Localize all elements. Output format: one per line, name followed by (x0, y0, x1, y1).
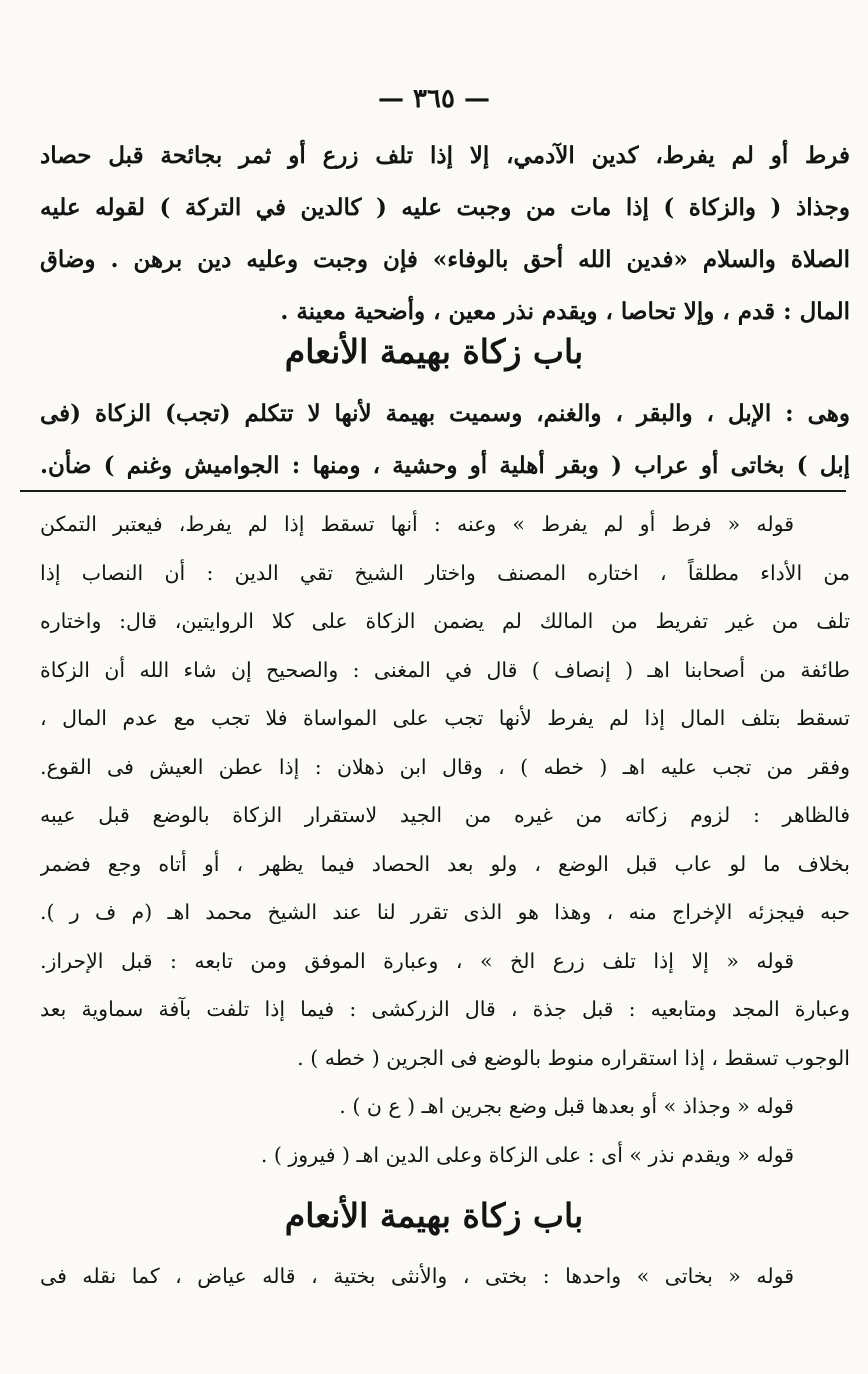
commentary-line: طائفة من أصحابنا اهـ ( إنصاف ) قال في المغنى : والصحيح إن شاء الله أن الزكاة (40, 657, 850, 682)
main-text-line: وهى : الإبل ، والبقر ، والغنم، وسميت بهيمة لأنها لا تتكلم (تجب) الزكاة (فى (40, 400, 850, 427)
chapter-heading: باب زكاة بهيمة الأنعام (284, 332, 584, 371)
commentary-block (40, 500, 850, 1179)
main-text-block (40, 130, 850, 338)
main-text-line: إبل ) بخاتى أو عراب ( وبقر أهلية أو وحشية ، ومنها : الجواميش وغنم ) ضأن. (40, 452, 850, 479)
commentary-line: تلف من غير تفريط من المالك لم يضمن الزكاة على كلا الروايتين، قال: واختاره (40, 609, 850, 633)
commentary-line: تسقط بتلف المال إذا لم يفرط لأنها تجب على المواساة فلا تجب مع عدم المال ، (40, 706, 850, 730)
page-number: — ٣٦٥ — (377, 84, 491, 114)
commentary-line: الوجوب تسقط ، إذا استقراره منوط بالوضع فى الجرين ( خطه ) . (297, 1045, 850, 1070)
main-text-block-2 (40, 388, 850, 492)
commentary-line: وعبارة المجد ومتابعيه : قبل جذة ، قال الزركشى : فيما إذا تلفت بآفة سماوية بعد (40, 997, 850, 1021)
commentary-block-2 (40, 1252, 850, 1301)
main-text-line: المال : قدم ، وإلا تحاصا ، ويقدم نذر معين ، وأضحية معينة . (280, 298, 850, 325)
chapter-heading-repeat: باب زكاة بهيمة الأنعام (284, 1196, 584, 1235)
commentary-line: بخلاف ما لو عاب قبل الوضع ، ولو بعد الحصاد فيما يظهر ، أو أتاه وجع فضمر (40, 851, 850, 876)
main-text-line: الصلاة والسلام «فدين الله أحق بالوفاء» فإن وجبت وعليه دين برهن . وضاق (40, 246, 850, 273)
commentary-line: حبه فيجزئه الإخراج منه ، وهذا هو الذى تقرر لنا عند الشيخ محمد اهـ (م ف ر ). (40, 900, 850, 924)
commentary-line: من الأداء مطلقاً ، اختاره المصنف واختار الشيخ تقي الدين : أن النصاب إذا (40, 560, 850, 585)
main-text-line: وجذاذ ( والزكاة ) إذا مات من وجبت عليه ( كالدين في التركة ) لقوله عليه (40, 194, 850, 221)
footnote-divider (20, 490, 846, 492)
main-text-line: فرط أو لم يفرط، كدين الآدمي، إلا إذا تلف زرع أو ثمر بجائحة قبل حصاد (40, 142, 850, 169)
commentary-line: وفقر من تجب عليه اهـ ( خطه ) ، وقال ابن ذهلان : إذا عطن العيش فى القوع. (40, 754, 850, 779)
commentary-line: قوله « فرط أو لم يفرط » وعنه : أنها تسقط إذا لم يفرط، فيعتبر التمكن (40, 512, 794, 536)
commentary-line: قوله « إلا إذا تلف زرع الخ » ، وعبارة الموفق ومن تابعه : قبل الإحراز. (40, 948, 794, 973)
commentary-line: قوله « بخاتى » واحدها : بختى ، والأنثى بختية ، قاله عياض ، كما نقله فى (40, 1264, 794, 1288)
commentary-line: فالظاهر : لزوم زكاته من غيره من الجيد لاستقرار الزكاة بالوضع قبل عيبه (40, 803, 850, 827)
commentary-line: قوله « وجذاذ » أو بعدها قبل وضع بجرين اهـ ( ع ن ) . (339, 1094, 794, 1118)
commentary-line: قوله « ويقدم نذر » أى : على الزكاة وعلى الدين اهـ ( فيروز ) . (260, 1142, 794, 1167)
